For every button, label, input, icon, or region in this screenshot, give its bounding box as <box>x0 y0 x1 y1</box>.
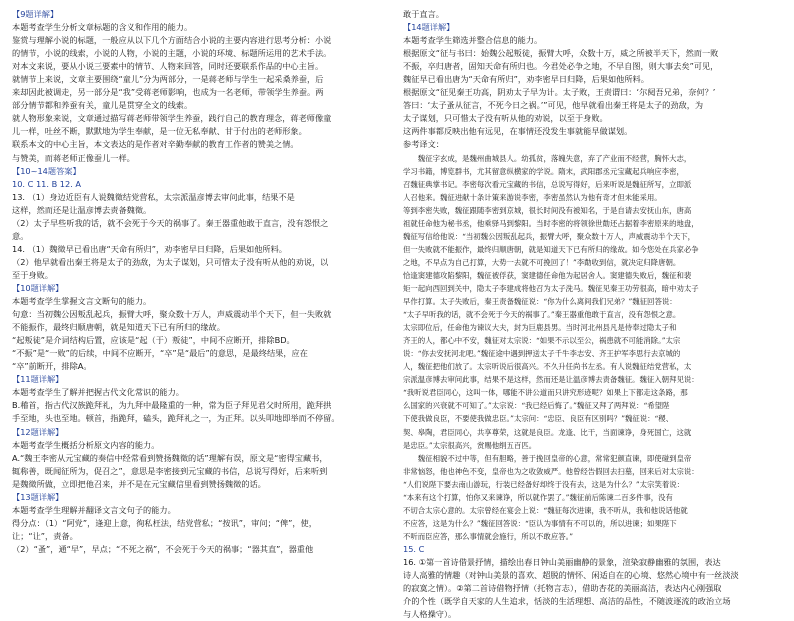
left-line-19: （2）他早就看出秦王将是太子的劲敌，为太子谋划，只可惜太子没有听从他的劝说，以 <box>12 256 329 267</box>
right-line-29: “我听说君臣同心，这叫一体，哪能不讲公道而只讲究形迹呢？如果上下都走这条路，那 <box>403 388 688 398</box>
right-line-43: 诗人高雅的情趣（对钟山美景的喜欢、超脱的情怀、闲适自在的心境、悠然心境中有一丝淡淡 <box>403 570 739 581</box>
right-line-5: 魏征早已看出唐为“天命有所归”，劝李密早日归降，后果如他所料。 <box>403 74 649 85</box>
right-line-1: 【14题详解】 <box>403 22 455 33</box>
right-line-18: 但一失败就不能振作，最终归顺唐朝，就是知道天下已有所归的缘故。如今您处在兵家必争 <box>403 244 699 254</box>
left-line-31: 手至地，头也至地。顿首，指跪拜，磕头，跪拜礼之一，为正拜。以头叩地即举而不停留。 <box>12 413 340 424</box>
right-line-37: “本来有这个打算，怕你又来谏诤，所以就作罢了。”魏征前后陈谏二百多件事，没有 <box>403 492 673 502</box>
left-column <box>12 8 393 556</box>
right-line-27: 人，魏征把他们放了。太宗听说后很高兴。不久升任尚书左丞。有人说魏征结党营私，太 <box>403 362 692 372</box>
right-line-10: 参考译文： <box>403 139 444 150</box>
left-line-2: 鉴赏与理解小说的标题，一般应从以下几个方面结合小说的主要内容进行思考分析：小说 <box>12 35 332 46</box>
right-line-34: 魏征相貌不过中等，但有胆略，善于挽回皇帝的心意，常常犯颜直谏，即使碰到皇帝 <box>417 453 692 463</box>
left-line-36: 是魏徵所做，立即把他召来，并不是在元宝藏信里看到赞扬魏徵的话。 <box>12 478 266 489</box>
right-line-12: 学习书籍，博览群书，尤其留意纵横家的学说。隋末，武阳郡丞元宝藏起兵响应李密， <box>403 166 684 176</box>
right-line-33: 是忠臣。”太宗很高兴，赏赐他绢五百匹。 <box>403 440 537 450</box>
left-line-1: 本题考查学生分析文章标题的含义和作用的能力。 <box>12 22 193 33</box>
right-line-46: 与人格操守）。 <box>403 609 457 620</box>
left-line-8: 就人物形象来说，文章通过描写蒋老师带领学生养蚕，践行自己的教育理念，蒋老师像童 <box>12 113 332 124</box>
right-line-13: 召魏征典掌书记。李密每次看元宝藏的书信，总说写得好，后来听说是魏征所写，立即派 <box>403 179 692 189</box>
left-line-15: 这样，然而还是让温彦博去责备魏徵。 <box>12 204 152 215</box>
right-line-24: 太宗即位后，任命他为谏议大夫，封为巨鹿县男。当时河北州县凡是侍奉过隐太子和 <box>403 323 677 333</box>
right-line-45: 介的个性（既学自天家的人生追求，恬淡的生活理想、高洁的品性，不随波逐流的政治立场 <box>403 596 731 607</box>
right-line-3: 根据原文“征与书曰：始魏公起叛徒，振臂大呼，众数十万，威之所被半天下，然而一败 <box>403 48 719 59</box>
left-line-13: 10. C 11. B 12. A <box>12 178 82 189</box>
left-line-25: “起叛徒”是介词结构后置，应该是“起（于）叛徒”，中间不应断开，排除BD。 <box>12 335 295 346</box>
right-line-40: 不听而臣应答，那么事情就会施行，所以不敢应答。” <box>403 531 574 541</box>
right-line-17: 魏征写信给他说：“当初魏公因叛乱起兵，振臂大呼，聚众数十万人，声威震动半个天下， <box>403 231 696 241</box>
right-line-2: 本题考查学生筛选并整合信息的能力。 <box>403 35 543 46</box>
right-line-7: 答曰：‘太子蚤从征言，不死今日之祸。’”可见，他早就看出秦王将是太子的劲敌，为 <box>403 100 704 111</box>
left-line-0: 【9题详解】 <box>12 9 59 19</box>
right-line-41: 15. C <box>403 543 425 554</box>
right-column <box>403 8 784 620</box>
right-line-38: 不切合太宗心意的。太宗曾经在宴会上说：“魏征每次进谏，我不听从，我和他说话他就 <box>403 505 688 515</box>
right-line-11: 魏征字玄成，是魏州曲城县人。幼孤贫，落魄失意，弃了产业而不经营，胸怀大志， <box>417 153 692 163</box>
left-line-21: 【10题详解】 <box>12 282 64 293</box>
left-line-12: 【10~14题答案】 <box>12 165 81 176</box>
right-line-42: 16. ①第一首诗借景抒情，描绘出春日钟山美丽幽静的景象，渲染寂静幽雅的氛围，表达 <box>403 556 721 567</box>
right-line-28: 宗派温彦博去审问此事，结果不是这样，然而还是让温彦博去责备魏征。魏征入朝拜见说： <box>403 375 699 385</box>
right-line-31: 下使我做良臣，不要使我做忠臣。”太宗问：“忠臣、良臣有区别吗？”魏征说：“稷、 <box>403 414 674 424</box>
right-line-39: 不应答，这是为什么？”魏征回答说：“臣认为事情有不可以的，所以进谏；如果陛下 <box>403 518 677 528</box>
right-line-32: 契、皋陶，君臣同心，共享尊荣，这就是良臣。龙逢、比干，当面谏诤，身死国亡，这就 <box>403 427 692 437</box>
right-line-8: 太子谋划，只可惜太子没有听从他的劝说，以至于身败。 <box>403 113 608 124</box>
left-line-37: 【13题详解】 <box>12 491 64 502</box>
right-line-19: 之地，不早点为自己打算，大势一去就不可挽回了！”李勣收到信，就决定归降唐朝。 <box>403 257 681 267</box>
left-line-9: 儿一样，吐丝不断，默默地为学生奉献，是一位无私奉献、甘于付出的老师形象。 <box>12 126 307 137</box>
left-line-17: 意。 <box>12 230 29 241</box>
left-line-16: （2）太子早些听我的话，就不会死于今天的祸事了。秦王器重他敢于直言，没有怨恨之 <box>12 217 329 228</box>
left-line-24: 不能振作，最终归顺唐朝，就是知道天下已有所归的缘故。 <box>12 322 225 333</box>
right-line-0: 敢于直言。 <box>403 9 444 19</box>
left-line-5: 就情节上来说，文章主要围绕“童儿”分为两部分，一是蒋老师与学生一起采桑养蚕，后 <box>12 74 324 85</box>
right-line-9: 这两件事都反映出他有远见，在事情还没发生事就能早做谋划。 <box>403 126 633 137</box>
left-line-22: 本题考查学生掌握文言文断句的能力。 <box>12 296 152 307</box>
left-line-27: “卒”前断开，排除A。 <box>12 361 92 372</box>
left-line-14: 13. （1）身边近臣有人说魏徵结党营私，太宗派温彦博去审问此事，结果不是 <box>12 191 295 202</box>
left-line-11: 与赞美，而蒋老师正像蚕儿一样。 <box>12 152 135 163</box>
right-line-14: 人召他来。魏征进献十条计策来游说李密，李密虽然认为他有奇才但未能采用。 <box>403 192 662 202</box>
left-line-39: 得分点：（1）“阿党”，逢迎上意，徇私枉法，结党营私；“按讯”，审问；“俾”，使， <box>12 517 317 528</box>
right-line-35: 非常恼怒，他也神色不变，皇帝也为之收敛威严。他曾经告假回去扫墓，回来后对太宗说： <box>403 466 699 476</box>
left-line-41: （2）“蚤”，通“早”，早点；“不死之祸”，不会死于今天的祸事；“器其直”，器重他 <box>12 543 314 554</box>
right-line-16: 祖就任命他为秘书丞，他乘驿马到黎阳。当时李密的将领徐世勣还占据着李密原来的地盘， <box>403 218 699 228</box>
left-line-32: 【12题详解】 <box>12 426 64 437</box>
left-line-10: 联系本文的中心主旨，本文表达的是作者对辛勤奉献的教育工作者的赞美之情。 <box>12 139 299 150</box>
right-line-6: 根据原文“征见秦王功高，阴劝太子早为计。太子败，王责谓曰：‘尔阋吾兄弟，奈何？’ <box>403 87 716 98</box>
left-line-40: 让；“让”，责备。 <box>12 530 78 541</box>
right-line-23: “太子早听我的话，就不会死于今天的祸事了。”秦王器重他敢于直言，没有怨恨之意。 <box>403 310 681 320</box>
left-line-28: 【11题详解】 <box>12 374 64 385</box>
right-line-26: 说：“你去安抚河北吧。”魏征途中遇到押送太子千牛李志安、齐王护军李思行去京城的 <box>403 349 681 359</box>
right-line-15: 等到李密失败，魏征跟随李密到京城，很长时间没有被知名，于是自请去安抚山东，唐高 <box>403 205 692 215</box>
right-line-25: 齐王的人，都心中不安，魏征对太宗说：“如果不示以至公，祸患就不可能消除。”太宗 <box>403 336 681 346</box>
left-line-33: 本题考查学生概括分析原文内容的能力。 <box>12 439 160 450</box>
left-line-23: 句意：当初魏公因叛乱起兵，振臂大呼，聚众数十万人，声威震动半个天下，但一失败就 <box>12 309 332 320</box>
left-line-35: 辄称善，既闻征所为，促召之”，意思是李密接到元宝藏的书信，总说写得好，后来听到 <box>12 465 328 476</box>
right-line-44: 的寂寞之情）。②第二首诗借物抒情（托物言志），借助杏花的美丽高洁，表达内心刚强取 <box>403 583 722 594</box>
right-line-20: 恰逢窦建德攻陷黎阳，魏征被俘获，窦建德任命他为起居舍人。窦建德失败后，魏征和裴 <box>403 270 692 280</box>
left-line-7: 部分情节都和养蚕有关，童儿是贯穿全文的线索。 <box>12 100 193 111</box>
left-line-26: “不振”是“一败”的后续，中间不应断开，“卒”是“最后”的意思，是最终结果，应在 <box>12 348 308 359</box>
left-line-20: 至于身败。 <box>12 269 53 280</box>
left-line-4: 对本文来说，要从小说三要素中的情节、人物来回答，同时还要联系作品的中心主旨。 <box>12 61 324 72</box>
left-line-6: 来却因此被调走，另一部分是“我”受蒋老师影响，也成为一名老师，带领学生养蚕。两 <box>12 87 324 98</box>
right-line-22: 早作打算。太子失败后，秦王责备魏征说：“你为什么离间我们兄弟？”魏征回答说： <box>403 297 677 307</box>
left-line-38: 本题考查学生理解并翻译文言文句子的能力。 <box>12 504 176 515</box>
left-line-3: 的情节，小说的线索，小说的人物，小说的主题，小说的环境、标题所运用的艺术手法。 <box>12 48 332 59</box>
left-line-18: 14. （1）魏徵早已看出唐“天命有所归”，劝李密早日归降，后果如他所料。 <box>12 243 287 254</box>
right-line-4: 不振，卒归唐者，固知天命有所归也。今君处必争之地，不早自图，则大事去矣”可见， <box>403 61 719 72</box>
right-line-21: 矩一起向西回到关中，隐太子李建成将他召为太子洗马。魏征见秦王功劳很高，暗中劝太子 <box>403 283 699 293</box>
left-line-29: 本题考查学生了解并把握古代文化常识的能力。 <box>12 387 184 398</box>
right-line-36: “人们说陛下要去南山游玩，行装已经备好却终于没有去，这是为什么？”太宗笑着说： <box>403 479 685 489</box>
right-line-30: 么国家的兴衰就不可知了。”太宗说：“我已经后悔了。”魏征又拜了两拜说：“希望陛 <box>403 401 670 411</box>
left-line-34: A.“魏王李密从元宝藏的奏信中经常看到赞扬魏徵的话”理解有误，原文是“密得宝藏书， <box>12 452 328 463</box>
left-line-30: B.稽首，指古代汉族跪拜礼，为九拜中最隆重的一种，常为臣子拜见君父时所用，跪拜拱 <box>12 400 332 411</box>
